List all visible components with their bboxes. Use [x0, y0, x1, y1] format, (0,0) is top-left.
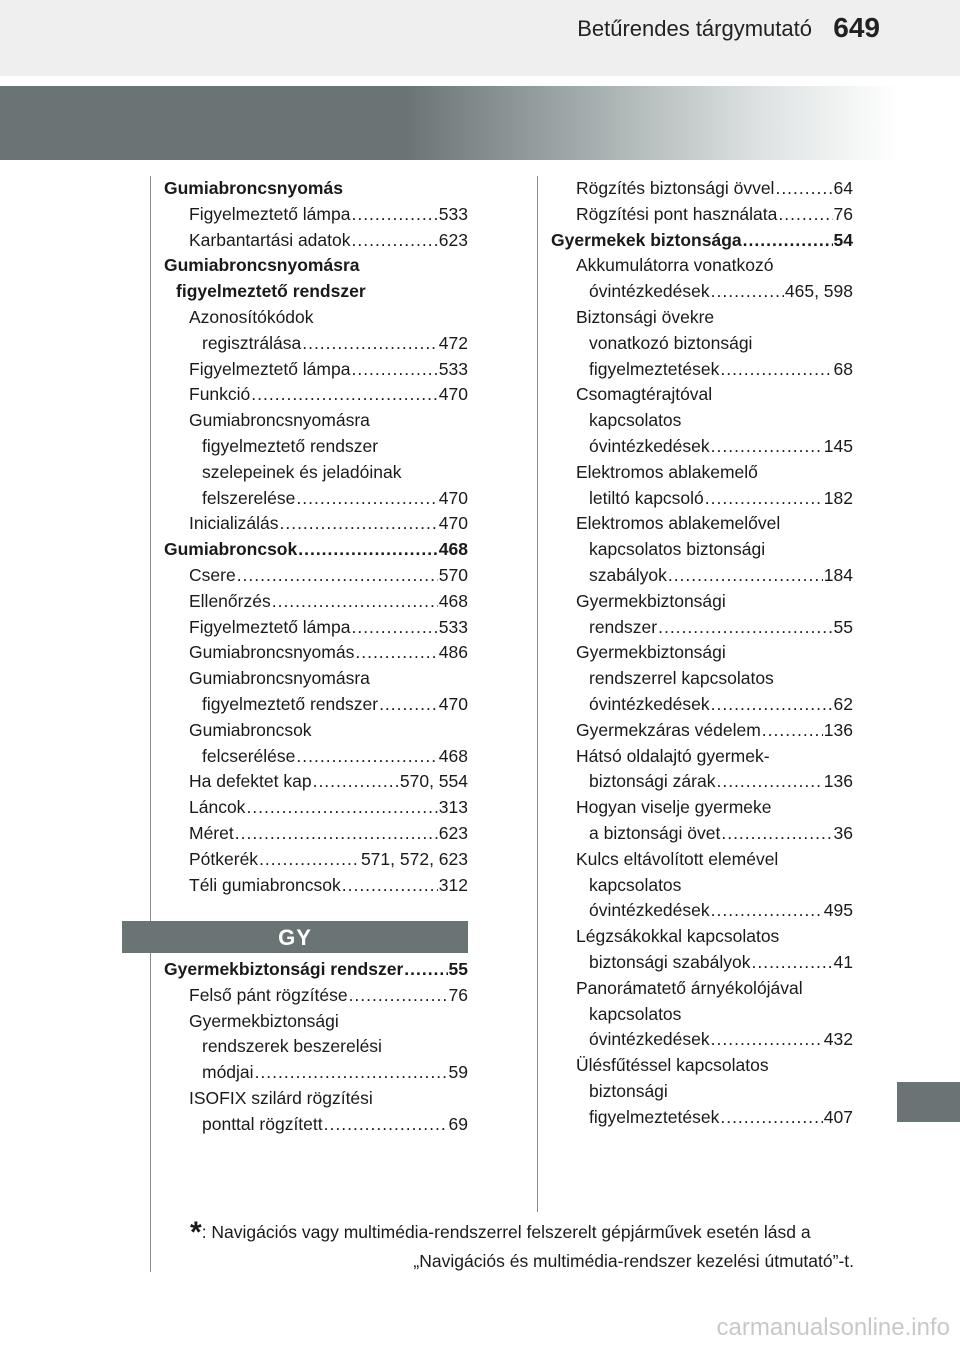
- index-column-left: [164, 176, 468, 898]
- index-entry-text: rendszer: [589, 616, 658, 637]
- index-entry: [551, 950, 853, 976]
- footnote-line-2: „Navigációs és multimédia-rendszer kezelési útmutató”-t.: [413, 1251, 854, 1271]
- index-entry-page: 68: [833, 358, 853, 379]
- index-entry-text: Gyermekbiztonsági: [189, 1010, 339, 1031]
- index-entry-text: Rögzítési pont használata: [576, 203, 778, 224]
- index-entry-text: Méret: [189, 822, 234, 843]
- index-entry-text: Akkumulátorra vonatkozó: [576, 255, 774, 276]
- leader-dots: [272, 589, 438, 615]
- leader-dots: [716, 769, 822, 795]
- index-entry-text: Elektromos ablakemelő: [576, 461, 758, 482]
- watermark: carmanualsonline.info: [716, 1314, 950, 1341]
- index-entry: [551, 357, 853, 383]
- leader-dots: [352, 228, 438, 254]
- leader-dots: [351, 357, 437, 383]
- index-entry-page: 495: [823, 900, 853, 921]
- index-entry: [551, 486, 853, 512]
- index-entry-page: 623: [438, 822, 468, 843]
- index-entry-page: 36: [833, 822, 853, 843]
- index-entry: [551, 408, 853, 434]
- leader-dots: [775, 176, 832, 202]
- index-entry-page: 533: [438, 616, 468, 637]
- leader-dots: [778, 202, 832, 228]
- header-title: Betűrendes tárgymutató: [577, 16, 812, 41]
- index-entry-page: 55: [448, 959, 468, 979]
- index-entry: [551, 795, 853, 821]
- index-entry-page: 470: [438, 487, 468, 508]
- index-entry-text: Gumiabroncsnyomásra: [164, 255, 360, 276]
- index-entry-page: 486: [438, 642, 468, 663]
- index-entry-page: 468: [438, 745, 468, 766]
- index-entry: [164, 176, 468, 202]
- index-entry-text: figyelmeztetések: [589, 1106, 720, 1127]
- index-entry-text: letiltó kapcsoló: [589, 487, 704, 508]
- index-entry-page: 313: [438, 797, 468, 818]
- leader-dots: [705, 486, 823, 512]
- index-entry-page: 136: [823, 771, 853, 792]
- footnote-star: *: [190, 1216, 202, 1249]
- index-entry-page: 145: [823, 435, 853, 456]
- index-entry-text: regisztrálása: [202, 332, 302, 353]
- index-entry-text: módjai: [202, 1062, 254, 1083]
- leader-dots: [711, 898, 823, 924]
- index-entry: [164, 769, 468, 795]
- index-entry: [164, 563, 468, 589]
- index-entry: [164, 279, 468, 305]
- index-entry-page: 432: [823, 1029, 853, 1050]
- index-entry: [551, 563, 853, 589]
- index-entry: [164, 537, 468, 563]
- index-entry-page: 59: [448, 1062, 468, 1083]
- index-entry-text: Gyermekbiztonsági: [576, 642, 726, 663]
- index-entry-text: óvintézkedések: [589, 1029, 710, 1050]
- index-entry: [164, 305, 468, 331]
- index-entry-text: kapcsolatos: [589, 874, 682, 895]
- index-entry: [551, 976, 853, 1002]
- index-entry-text: Funkció: [189, 384, 251, 405]
- index-entry-text: szelepeinek és jeladóinak: [202, 461, 402, 482]
- index-entry-page: 623: [438, 229, 468, 250]
- leader-dots: [251, 382, 438, 408]
- index-entry-text: Elektromos ablakemelővel: [576, 513, 781, 534]
- index-entry-text: óvintézkedések: [589, 693, 710, 714]
- index-entry-text: Csere: [189, 564, 236, 585]
- index-entry-page: 470: [438, 693, 468, 714]
- index-entry-page: 570, 554: [399, 771, 468, 792]
- leader-dots: [351, 202, 437, 228]
- index-entry-text: Ha defektet kap: [189, 771, 312, 792]
- index-entry-page: 533: [438, 203, 468, 224]
- index-entry-page: 570: [438, 564, 468, 585]
- index-entry: [164, 821, 468, 847]
- leader-dots: [313, 769, 399, 795]
- index-entry: [551, 228, 853, 254]
- index-entry-page: 470: [438, 513, 468, 534]
- index-entry-page: 571, 572, 623: [360, 848, 468, 869]
- index-entry: [551, 434, 853, 460]
- leader-dots: [404, 957, 447, 983]
- index-entry: [164, 253, 468, 279]
- index-entry: [164, 1009, 468, 1035]
- index-entry: [164, 666, 468, 692]
- index-entry-page: 62: [833, 693, 853, 714]
- index-entry-text: ponttal rögzített: [202, 1113, 323, 1134]
- index-entry-text: óvintézkedések: [589, 900, 710, 921]
- leader-dots: [235, 821, 438, 847]
- thumb-tab: [897, 1082, 960, 1122]
- index-entry-text: Hátsó oldalajtó gyermek-: [576, 745, 770, 766]
- index-entry-text: szabályok: [589, 564, 667, 585]
- leader-dots: [259, 847, 360, 873]
- index-entry: [551, 279, 853, 305]
- index-entry: [551, 821, 853, 847]
- index-entry-page: 136: [823, 719, 853, 740]
- leader-dots: [711, 434, 823, 460]
- index-entry: [164, 331, 468, 357]
- index-entry-page: 69: [448, 1113, 468, 1134]
- index-entry: [551, 460, 853, 486]
- index-entry: [551, 253, 853, 279]
- index-entry-page: 468: [438, 590, 468, 611]
- index-entry-text: a biztonsági övet: [589, 822, 721, 843]
- index-entry-page: 76: [833, 203, 853, 224]
- index-entry: [164, 640, 468, 666]
- leader-dots: [668, 563, 823, 589]
- leader-dots: [237, 563, 438, 589]
- index-entry-page: 182: [823, 487, 853, 508]
- index-entry-text: Inicializálás: [189, 513, 279, 534]
- footnote-text-1: : Navigációs vagy multimédia-rendszerrel felszerelt gépjárművek esetén lásd a: [201, 1222, 811, 1242]
- index-entry-text: rendszerek beszerelési: [202, 1036, 382, 1057]
- index-entry-text: Hogyan viselje gyermeke: [576, 797, 772, 818]
- index-entry-text: figyelmeztetések: [589, 358, 720, 379]
- index-entry: [551, 1027, 853, 1053]
- index-entry-text: óvintézkedések: [589, 281, 710, 302]
- index-entry: [551, 744, 853, 770]
- index-entry-text: Felső pánt rögzítése: [189, 984, 348, 1005]
- index-entry-text: ISOFIX szilárd rögzítési: [189, 1087, 373, 1108]
- index-entry: [164, 486, 468, 512]
- footnote-line-1: [190, 1218, 854, 1247]
- index-entry: [164, 1086, 468, 1112]
- index-entry: [164, 202, 468, 228]
- index-entry-text: figyelmeztető rendszer: [202, 693, 379, 714]
- index-entry: [551, 666, 853, 692]
- index-entry: [164, 744, 468, 770]
- index-entry-text: Légzsákokkal kapcsolatos: [576, 926, 780, 947]
- index-entry-text: Gumiabroncsnyomásra: [189, 668, 370, 689]
- left-rule: [150, 176, 151, 1272]
- index-entry: [551, 589, 853, 615]
- leader-dots: [711, 1027, 823, 1053]
- index-entry: [164, 1060, 468, 1086]
- index-entry-text: kapcsolatos: [589, 1003, 682, 1024]
- leader-dots: [743, 228, 833, 254]
- index-column-right: [551, 176, 853, 1130]
- index-entry-text: biztonsági szabályok: [589, 951, 751, 972]
- index-entry-page: 465, 598: [784, 281, 853, 302]
- index-entry-text: Gumiabroncsnyomásra: [189, 410, 370, 431]
- index-entry-page: 76: [448, 984, 468, 1005]
- index-entry-text: Kulcs eltávolított elemével: [576, 848, 779, 869]
- leader-dots: [751, 950, 832, 976]
- index-entry-text: Pótkerék: [189, 848, 259, 869]
- section-label-gy: GY: [122, 921, 468, 953]
- index-entry-text: Gumiabroncsok: [164, 539, 298, 560]
- index-entry: [551, 537, 853, 563]
- index-entry: [164, 873, 468, 899]
- leader-dots: [255, 1060, 448, 1086]
- index-entry: [551, 873, 853, 899]
- index-entry-text: Téli gumiabroncsok: [189, 874, 341, 895]
- index-entry-text: kapcsolatos: [589, 410, 682, 431]
- index-entry-text: Figyelmeztető lámpa: [189, 358, 351, 379]
- index-entry-text: Panorámatető árnyékolójával: [576, 977, 803, 998]
- index-entry-text: óvintézkedések: [589, 435, 710, 456]
- index-entry: [164, 957, 468, 983]
- leader-dots: [342, 873, 438, 899]
- index-entry: [164, 615, 468, 641]
- index-entry-text: felszerelése: [202, 487, 296, 508]
- index-entry-page: 54: [833, 229, 853, 250]
- index-entry-text: Csomagtérajtóval: [576, 384, 713, 405]
- index-entry: [551, 924, 853, 950]
- index-entry-text: Biztonsági övekre: [576, 306, 715, 327]
- index-entry: [164, 460, 468, 486]
- index-entry-text: biztonsági: [589, 1080, 668, 1101]
- index-entry: [551, 511, 853, 537]
- index-entry-text: kapcsolatos biztonsági: [589, 539, 766, 560]
- index-entry-text: Ellenőrzés: [189, 590, 271, 611]
- leader-dots: [246, 795, 437, 821]
- column-divider: [537, 176, 538, 1212]
- page-number: 649: [833, 12, 880, 43]
- leader-dots: [379, 692, 438, 718]
- index-entry-page: 470: [438, 384, 468, 405]
- footnote: [190, 1218, 854, 1275]
- index-entry-text: rendszerrel kapcsolatos: [589, 668, 774, 689]
- index-entry-text: Láncok: [189, 797, 246, 818]
- index-entry: [551, 202, 853, 228]
- index-entry: [551, 1002, 853, 1028]
- index-entry: [551, 898, 853, 924]
- index-entry: [164, 1034, 468, 1060]
- index-entry: [551, 1105, 853, 1131]
- index-entry-text: Gumiabroncsok: [189, 719, 312, 740]
- index-entry-text: vonatkozó biztonsági: [589, 332, 753, 353]
- index-entry-text: Figyelmeztető lámpa: [189, 616, 351, 637]
- index-entry-page: 64: [833, 178, 853, 198]
- index-entry-text: Gyermekbiztonsági rendszer: [164, 959, 404, 979]
- leader-dots: [658, 615, 832, 641]
- leader-dots: [296, 486, 437, 512]
- header-strip: [0, 0, 960, 76]
- index-entry-page: 41: [833, 951, 853, 972]
- index-entry: [551, 305, 853, 331]
- index-entry: [551, 640, 853, 666]
- index-entry: [551, 847, 853, 873]
- index-entry-text: Gumiabroncsnyomás: [164, 178, 343, 198]
- index-entry-page: 55: [833, 616, 853, 637]
- index-entry: [551, 692, 853, 718]
- index-entry: [164, 692, 468, 718]
- index-entry-text: Figyelmeztető lámpa: [189, 203, 351, 224]
- index-entry-text: figyelmeztető rendszer: [176, 281, 366, 302]
- index-entry-text: Gyermekzáras védelem: [576, 719, 761, 740]
- leader-dots: [720, 357, 832, 383]
- index-entry-text: Ülésfűtéssel kapcsolatos: [576, 1055, 769, 1076]
- index-entry: [164, 795, 468, 821]
- index-entry: [164, 847, 468, 873]
- leader-dots: [279, 511, 437, 537]
- leader-dots: [296, 744, 437, 770]
- index-entry-page: 312: [438, 874, 468, 895]
- leader-dots: [324, 1112, 448, 1138]
- index-entry: [164, 718, 468, 744]
- leader-dots: [720, 1105, 822, 1131]
- index-entry: [551, 1053, 853, 1079]
- index-entry-page: 472: [438, 332, 468, 353]
- leader-dots: [711, 279, 784, 305]
- index-entry: [164, 434, 468, 460]
- index-entry-text: Gyermekbiztonsági: [576, 590, 726, 611]
- index-entry: [164, 511, 468, 537]
- leader-dots: [349, 983, 448, 1009]
- index-entry: [551, 769, 853, 795]
- leader-dots: [762, 718, 823, 744]
- index-entry: [164, 983, 468, 1009]
- index-entry-text: Gumiabroncsnyomás: [189, 642, 355, 663]
- index-entry: [164, 589, 468, 615]
- index-entry-text: Rögzítés biztonsági övvel: [576, 178, 775, 198]
- index-entry: [551, 382, 853, 408]
- index-entry-page: 184: [823, 564, 853, 585]
- index-entry: [164, 408, 468, 434]
- index-entry: [164, 382, 468, 408]
- index-column-left-gy: [164, 957, 468, 1138]
- index-entry: [551, 1079, 853, 1105]
- index-entry: [551, 718, 853, 744]
- leader-dots: [302, 331, 438, 357]
- index-entry: [164, 357, 468, 383]
- index-entry-text: Karbantartási adatok: [189, 229, 351, 250]
- index-entry: [164, 1112, 468, 1138]
- index-entry-text: Gyermekek biztonsága: [551, 229, 742, 250]
- index-entry: [551, 615, 853, 641]
- index-entry-page: 533: [438, 358, 468, 379]
- leader-dots: [351, 615, 437, 641]
- leader-dots: [711, 692, 833, 718]
- index-entry-text: figyelmeztető rendszer: [202, 435, 379, 456]
- index-entry: [551, 331, 853, 357]
- index-entry-page: 468: [438, 539, 468, 560]
- index-entry-text: Azonosítókódok: [189, 306, 314, 327]
- index-entry-page: 407: [823, 1106, 853, 1127]
- leader-dots: [355, 640, 437, 666]
- index-entry-text: biztonsági zárak: [589, 771, 716, 792]
- index-entry: [164, 228, 468, 254]
- index-entry: [551, 176, 853, 202]
- index-entry-text: felcserélése: [202, 745, 296, 766]
- leader-dots: [721, 821, 832, 847]
- header-band: [0, 86, 900, 160]
- leader-dots: [298, 537, 438, 563]
